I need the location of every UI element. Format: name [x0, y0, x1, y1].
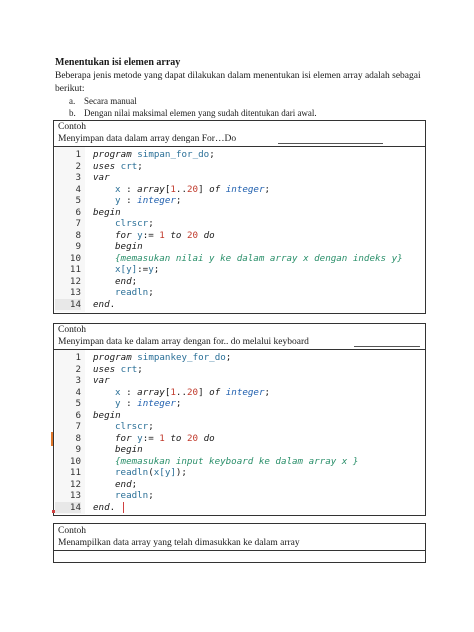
code-line: [93, 502, 115, 513]
line-number: 12: [69, 478, 81, 490]
line-number: 2: [75, 160, 81, 172]
code-token: {memasukan nilai y ke dalam array x dengan indeks y}: [115, 252, 403, 264]
code-token: begin: [115, 444, 143, 455]
code-token: end: [115, 275, 132, 287]
code-token: readln: [115, 467, 149, 478]
code-token: crt: [120, 363, 138, 375]
code-token: ;: [137, 160, 143, 172]
code-token: ]: [198, 386, 210, 398]
code-line: [115, 253, 403, 264]
line-number: 14: [55, 299, 81, 310]
error-marker: [52, 510, 55, 513]
code-line: [115, 230, 215, 241]
code-line: [115, 387, 270, 398]
code-token: program: [93, 352, 138, 363]
code-line: [115, 433, 215, 444]
code-token: x[y]: [115, 264, 138, 275]
intro-paragraph: Beberapa jenis metode yang dapat dilakukan dalam menentukan isi elemen array adalah sebagai berikut:: [55, 71, 421, 94]
code-line: [93, 410, 121, 421]
line-number: 8: [75, 432, 81, 444]
underline-fragment: [278, 143, 383, 144]
code-line: [115, 184, 270, 195]
code-token: ;: [148, 490, 154, 501]
code-token: x: [115, 386, 121, 398]
code-token: simpan_for_do: [137, 149, 210, 160]
code-token: 1: [170, 183, 176, 195]
code-token: end: [93, 501, 110, 513]
code-token: 20: [186, 432, 199, 444]
code-token: ;: [264, 386, 271, 398]
line-number: 4: [75, 386, 81, 398]
box-caption: Menyimpan data dalam array dengan For…Do: [58, 134, 237, 144]
code-token: 20: [186, 229, 199, 241]
code-editor[interactable]: [55, 350, 424, 514]
underline-fragment: [354, 346, 420, 347]
code-token: clrscr: [115, 218, 149, 229]
code-token: 20: [187, 386, 199, 398]
code-line: [115, 456, 358, 467]
code-token: :: [120, 183, 138, 195]
section-title: Menentukan isi elemen array: [55, 57, 181, 68]
code-token: x[y]: [153, 467, 176, 478]
code-token: ;: [225, 352, 232, 363]
code-token: do: [198, 432, 215, 444]
code-token: y: [115, 195, 121, 206]
code-token: :=: [142, 229, 160, 241]
code-token: begin: [115, 241, 143, 252]
line-number: 5: [75, 195, 81, 206]
line-number: 10: [69, 252, 81, 264]
code-line: [115, 264, 159, 275]
code-token: clrscr: [115, 421, 149, 432]
box-caption: Menampilkan data array yang telah dimasukkan ke dalam array: [58, 538, 300, 548]
code-token: 1: [159, 432, 165, 444]
text-cursor: [123, 502, 124, 513]
example-box-1: [53, 120, 426, 314]
code-token: program: [93, 149, 138, 160]
code-token: to: [164, 432, 187, 444]
code-token: [: [164, 183, 171, 195]
code-token: );: [175, 467, 187, 478]
code-line: [93, 375, 110, 386]
code-token: ;: [153, 264, 160, 275]
code-token: var: [93, 375, 110, 386]
change-marker: [51, 432, 53, 446]
code-token: array: [137, 386, 165, 398]
code-token: ;: [137, 363, 143, 375]
code-line: [115, 287, 154, 298]
code-token: array: [137, 183, 165, 195]
line-number: 7: [75, 218, 81, 229]
code-token: begin: [93, 206, 121, 218]
code-token: ;: [148, 421, 154, 432]
code-token: 1: [159, 229, 165, 241]
code-token: integer: [225, 386, 265, 398]
code-token: .: [109, 298, 116, 310]
box-label: Contoh: [58, 526, 86, 536]
code-token: ;: [131, 478, 138, 490]
example-box-3: [53, 523, 426, 563]
line-number: 8: [75, 229, 81, 241]
code-token: readln: [115, 287, 149, 298]
code-line: [93, 149, 215, 160]
code-token: of: [209, 183, 226, 195]
code-line: [115, 421, 154, 432]
code-line: [115, 241, 143, 252]
code-token: ;: [148, 218, 154, 229]
line-number: 13: [69, 490, 81, 501]
code-token: uses: [93, 363, 121, 375]
code-token: crt: [120, 160, 138, 172]
code-token: ;: [175, 195, 182, 206]
code-token: to: [164, 229, 187, 241]
code-token: for: [115, 229, 138, 241]
line-number: 14: [55, 502, 81, 513]
line-number: 2: [75, 363, 81, 375]
code-token: y: [137, 432, 143, 444]
code-line: [115, 398, 181, 409]
line-number: 11: [69, 467, 81, 478]
box-label: Contoh: [58, 122, 86, 132]
code-token: of: [209, 386, 226, 398]
code-token: 20: [187, 183, 199, 195]
code-line: [115, 276, 137, 287]
code-token: :=: [137, 264, 149, 275]
code-line: [115, 195, 181, 206]
code-token: ]: [198, 183, 210, 195]
box-label: Contoh: [58, 325, 86, 335]
code-token: ..: [175, 386, 187, 398]
code-token: :: [120, 195, 138, 206]
line-number: 4: [75, 183, 81, 195]
code-token: :: [120, 386, 138, 398]
code-line: [93, 299, 115, 310]
code-token: end: [93, 298, 110, 310]
line-number: 1: [75, 352, 81, 363]
line-number: 7: [75, 421, 81, 432]
code-token: .: [109, 501, 116, 513]
code-token: end: [115, 478, 132, 490]
code-line: [93, 352, 231, 363]
list-marker-b: b.: [69, 108, 76, 118]
list-item-b: Dengan nilai maksimal elemen yang sudah ditentukan dari awal.: [84, 108, 317, 118]
code-token: integer: [225, 183, 265, 195]
line-number: 9: [75, 241, 81, 252]
code-token: ;: [264, 183, 271, 195]
code-token: ;: [175, 398, 182, 409]
code-line: [93, 207, 121, 218]
code-line: [93, 172, 110, 183]
code-line: [93, 364, 143, 375]
code-line: [115, 490, 154, 501]
line-number: 5: [75, 398, 81, 409]
code-line: [115, 479, 137, 490]
code-token: ..: [175, 183, 187, 195]
box-divider: [53, 550, 426, 551]
code-token: ;: [148, 287, 154, 298]
code-token: integer: [137, 398, 176, 409]
code-token: var: [93, 172, 110, 183]
code-token: [: [164, 386, 171, 398]
code-editor[interactable]: [55, 147, 424, 312]
code-token: readln: [115, 490, 149, 501]
code-line: [93, 161, 143, 172]
list-marker-a: a.: [69, 96, 76, 106]
line-number: 1: [75, 149, 81, 160]
code-token: for: [115, 432, 138, 444]
code-token: do: [198, 229, 215, 241]
line-number: 3: [75, 375, 81, 386]
code-token: y: [115, 398, 121, 409]
code-line: [115, 218, 154, 229]
code-token: (: [148, 467, 154, 478]
line-number: 10: [69, 455, 81, 467]
line-number: 12: [69, 275, 81, 287]
list-item-a: Secara manual: [84, 96, 137, 106]
line-number: 9: [75, 444, 81, 455]
example-box-2: [53, 323, 426, 516]
code-token: {memasukan input keyboard ke dalam array x }: [115, 455, 359, 467]
code-token: 1: [170, 386, 176, 398]
line-number: 13: [69, 287, 81, 298]
code-token: x: [115, 183, 121, 195]
code-token: ;: [131, 275, 138, 287]
code-line: [115, 444, 143, 455]
box-caption: Menyimpan data ke dalam array dengan for.. do melalui keyboard: [58, 337, 309, 347]
code-token: y: [148, 264, 154, 275]
line-number: 6: [75, 206, 81, 218]
code-token: simpankey_for_do: [137, 352, 226, 363]
code-token: ;: [209, 149, 215, 160]
code-line: [115, 467, 187, 478]
code-token: uses: [93, 160, 121, 172]
code-token: integer: [137, 195, 176, 206]
code-token: :=: [142, 432, 160, 444]
line-number: 6: [75, 409, 81, 421]
line-number: 11: [69, 264, 81, 275]
code-token: :: [120, 398, 138, 409]
line-number: 3: [75, 172, 81, 183]
code-token: y: [137, 229, 143, 241]
code-token: begin: [93, 409, 121, 421]
